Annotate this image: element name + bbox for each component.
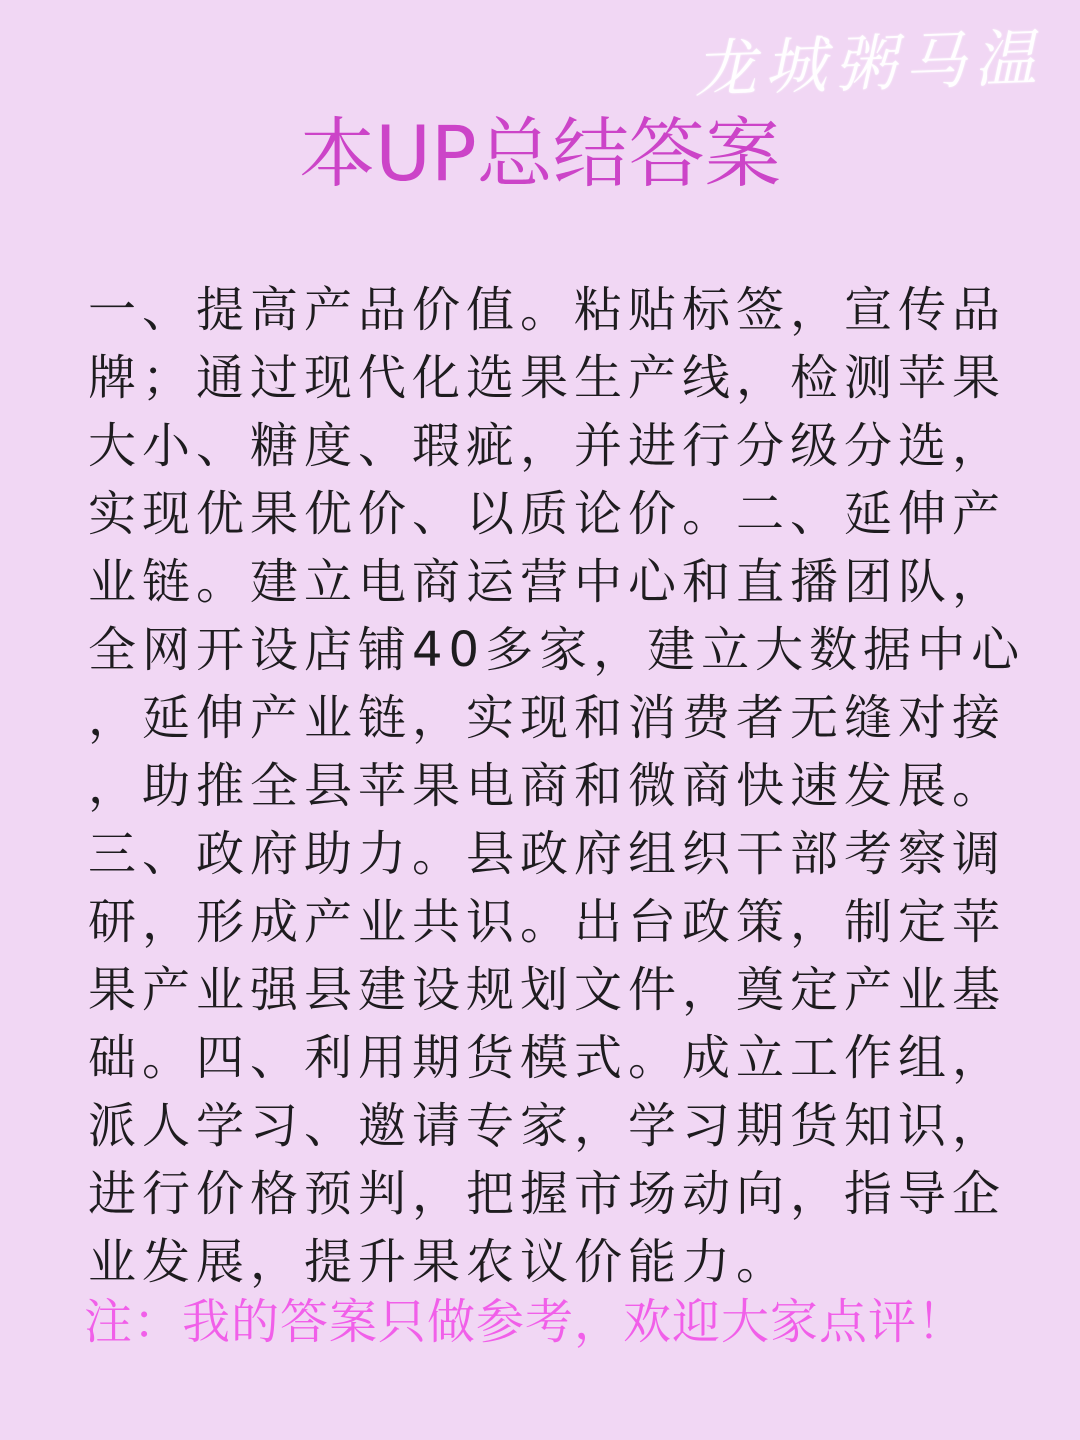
watermark: 龙城粥马温 bbox=[692, 20, 1046, 107]
body-line-14: 进行价格预判，把握市场动向，指导企 bbox=[88, 1166, 1007, 1222]
body-line-4: 实现优果优价、以质论价。二、延伸产 bbox=[88, 486, 1007, 542]
body-line-2: 牌；通过现代化选果生产线，检测苹果 bbox=[88, 350, 1007, 406]
reference-note: 注：我的答案只做参考，欢迎大家点评！ bbox=[84, 1294, 967, 1350]
body-line-1: 一、提高产品价值。粘贴标签，宣传品 bbox=[88, 282, 1007, 338]
body-line-10: 研，形成产业共识。出台政策，制定苹 bbox=[88, 894, 1007, 950]
body-line-5: 业链。建立电商运营中心和直播团队， bbox=[88, 554, 1007, 610]
body-line-7: ，延伸产业链，实现和消费者无缝对接 bbox=[88, 690, 1007, 746]
body-line-3: 大小、糖度、瑕疵，并进行分级分选， bbox=[88, 418, 1007, 474]
body-line-13: 派人学习、邀请专家，学习期货知识， bbox=[88, 1098, 1007, 1154]
body-line-12: 础。四、利用期货模式。成立工作组， bbox=[88, 1030, 1007, 1086]
answer-body bbox=[88, 276, 1038, 1296]
body-line-8: ，助推全县苹果电商和微商快速发展。 bbox=[88, 758, 1007, 814]
page-title: 本UP总结答案 bbox=[299, 109, 781, 198]
body-line-6: 全网开设店铺40多家，建立大数据中心 bbox=[88, 622, 1026, 678]
body-line-11: 果产业强县建设规划文件，奠定产业基 bbox=[88, 962, 1007, 1018]
body-line-15: 业发展，提升果农议价能力。 bbox=[88, 1234, 791, 1290]
body-line-9: 三、政府助力。县政府组织干部考察调 bbox=[88, 826, 1007, 882]
